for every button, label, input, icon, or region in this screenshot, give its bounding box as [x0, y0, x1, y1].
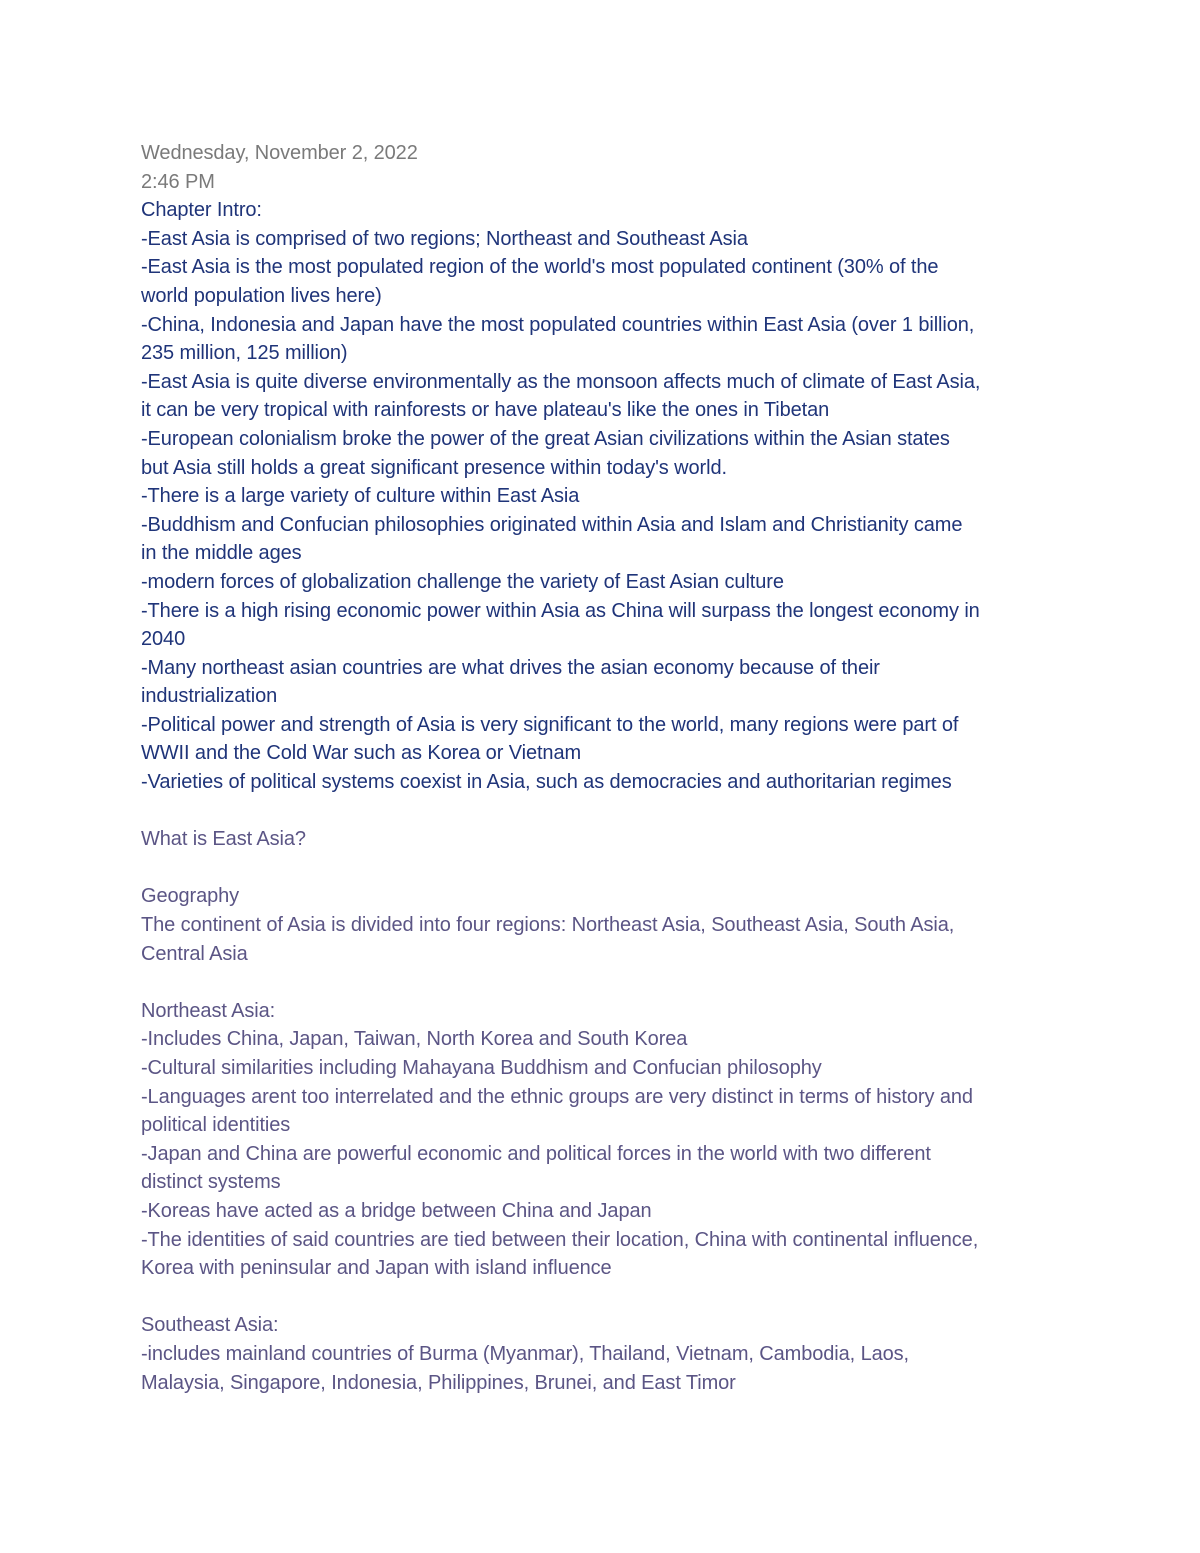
intro-line: -modern forces of globalization challenge the variety of East Asian culture [141, 570, 784, 593]
southeast-heading: Southeast Asia: [141, 1314, 279, 1337]
northeast-line: Korea with peninsular and Japan with island influence [141, 1257, 612, 1280]
intro-line: -East Asia is the most populated region of the world's most populated continent (30% of the [141, 256, 939, 279]
intro-line: 235 million, 125 million) [141, 342, 348, 365]
intro-line: -There is a high rising economic power within Asia as China will surpass the longest economy in [141, 599, 980, 622]
northeast-line: -Koreas have acted as a bridge between China and Japan [141, 1199, 652, 1222]
intro-title: Chapter Intro: [141, 199, 262, 222]
intro-line: -Political power and strength of Asia is very significant to the world, many regions were part of [141, 713, 959, 736]
geography-line: The continent of Asia is divided into four regions: Northeast Asia, Southeast Asia, South Asia, [141, 914, 955, 937]
spacer [141, 854, 1081, 883]
northeast-line: -Languages arent too interrelated and the ethnic groups are very distinct in terms of history and [141, 1085, 973, 1108]
intro-line: but Asia still holds a great significant presence within today's world. [141, 456, 727, 479]
spacer [141, 968, 1081, 997]
intro-line: 2040 [141, 628, 186, 651]
northeast-line: distinct systems [141, 1171, 281, 1194]
intro-line: -China, Indonesia and Japan have the most populated countries within East Asia (over 1 billion, [141, 313, 975, 336]
intro-line: -European colonialism broke the power of the great Asian civilizations within the Asian states [141, 427, 950, 450]
northeast-line: -Japan and China are powerful economic and political forces in the world with two different [141, 1142, 931, 1165]
southeast-line: Malaysia, Singapore, Indonesia, Philippines, Brunei, and East Timor [141, 1371, 736, 1394]
geography-line: Central Asia [141, 942, 248, 965]
intro-line: -Varieties of political systems coexist in Asia, such as democracies and authoritarian regimes [141, 771, 952, 794]
intro-line: industrialization [141, 685, 278, 708]
intro-line: it can be very tropical with rainforests or have plateau's like the ones in Tibetan [141, 399, 830, 422]
note-time: 2:46 PM [141, 170, 215, 193]
geography-heading: Geography [141, 885, 240, 908]
northeast-line: political identities [141, 1114, 291, 1137]
intro-line: world population lives here) [141, 284, 382, 307]
note-page [141, 139, 1081, 1397]
intro-line: -Many northeast asian countries are what drives the asian economy because of their [141, 656, 880, 679]
southeast-line: -includes mainland countries of Burma (Myanmar), Thailand, Vietnam, Cambodia, Laos, [141, 1342, 909, 1365]
northeast-line: -The identities of said countries are tied between their location, China with continental influence, [141, 1228, 979, 1251]
northeast-line: -Includes China, Japan, Taiwan, North Korea and South Korea [141, 1028, 688, 1051]
northeast-heading: Northeast Asia: [141, 999, 276, 1022]
spacer [141, 797, 1081, 826]
what-is-heading: What is East Asia? [141, 828, 306, 851]
northeast-line: -Cultural similarities including Mahayana Buddhism and Confucian philosophy [141, 1057, 822, 1079]
intro-line: -Buddhism and Confucian philosophies originated within Asia and Islam and Christianity came [141, 513, 963, 536]
intro-line: -There is a large variety of culture within East Asia [141, 485, 580, 508]
note-date: Wednesday, November 2, 2022 [141, 142, 418, 164]
intro-line: in the middle ages [141, 542, 302, 565]
intro-line: WWII and the Cold War such as Korea or Vietnam [141, 742, 582, 765]
intro-line: -East Asia is quite diverse environmentally as the monsoon affects much of climate of East Asia, [141, 370, 981, 393]
spacer [141, 1283, 1081, 1312]
intro-line: -East Asia is comprised of two regions; Northeast and Southeast Asia [141, 227, 748, 250]
